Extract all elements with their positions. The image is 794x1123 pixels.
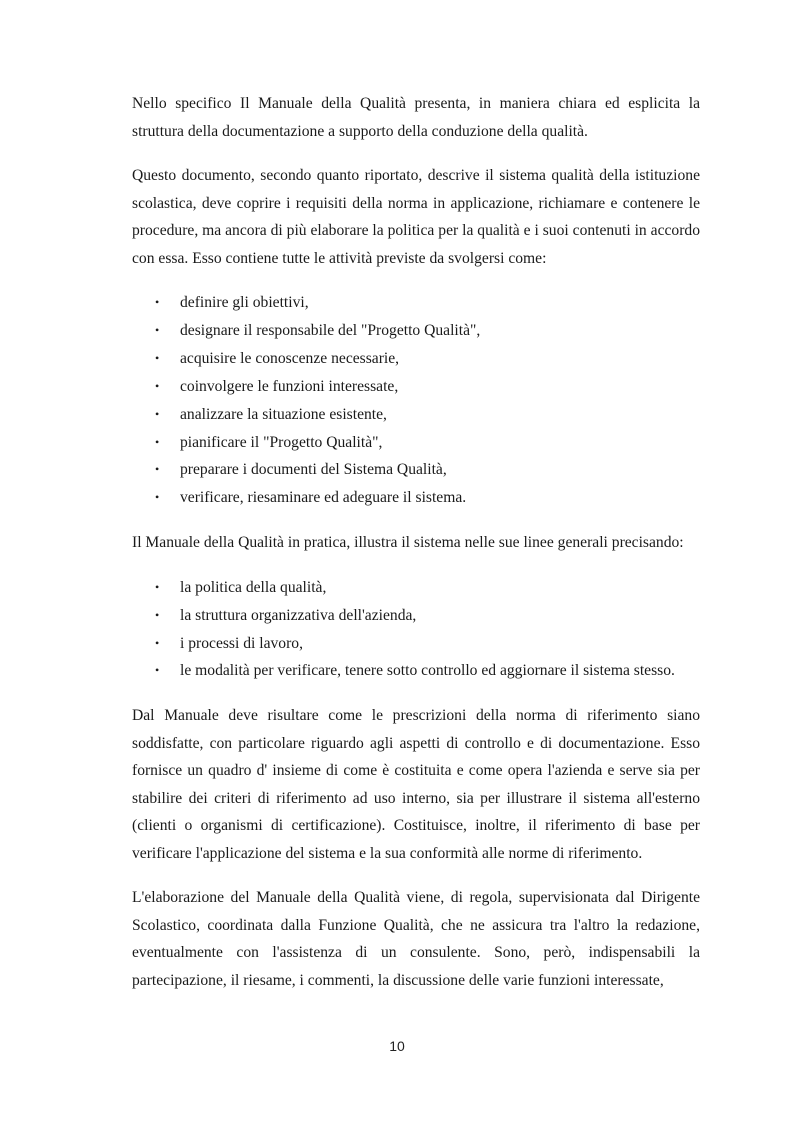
manual-contents-list (132, 574, 700, 686)
paragraph-elaboration: L'elaborazione del Manuale della Qualità viene, di regola, supervisionata dal Dirigente Scolastico, coordinata dalla Funzione Qualità, che ne assicura tra l'altro la redazione, eventualmente con l'assistenza di un consulente. Sono, però, indispensabili la partecipazione, il riesame, i commenti, la discussione delle varie funzioni interessate, (132, 889, 700, 989)
list-item: • le modalità per verificare, tenere sotto controllo ed aggiornare il sistema stesso. (132, 657, 700, 685)
page-number: 10 (389, 1038, 405, 1054)
bullet-icon: • (155, 295, 160, 309)
list-item: • preparare i documenti del Sistema Qualità, (132, 456, 700, 484)
bullet-icon: • (155, 663, 160, 678)
list-item: • i processi di lavoro, (132, 630, 700, 658)
bullet-icon: • (155, 406, 160, 421)
bullet-icon: • (155, 579, 160, 594)
bullet-icon: • (155, 378, 160, 393)
bullet-icon: • (155, 607, 160, 622)
paragraph-requirements: Dal Manuale deve risultare come le prescrizioni della norma di riferimento siano soddisfatte, con particolare riguardo agli aspetti di controllo e di documentazione. Esso fornisce un quadro d' insieme di come è costituita e come opera l'azienda e serve sia per stabilire dei criteri di riferimento ad uso interno, sia per illustrare il sistema all'esterno (clienti o organismi di certificazione). Costituisce, inoltre, il riferimento di base per verificare l'applicazione del sistema e la sua conformità alle norme di riferimento. (132, 707, 700, 862)
list-item: • analizzare la situazione esistente, (132, 401, 700, 429)
list-item: • verificare, riesaminare ed adeguare il sistema. (132, 484, 700, 512)
paragraph-manual-overview: Il Manuale della Qualità in pratica, illustra il sistema nelle sue linee generali precisando: (132, 534, 684, 552)
list-item: • la politica della qualità, (132, 574, 700, 602)
list-item: • definire gli obiettivi, (132, 289, 700, 317)
paragraph-intro: Nello specifico Il Manuale della Qualità presenta, in maniera chiara ed esplicita la struttura della documentazione a supporto della conduzione della qualità. (132, 95, 700, 140)
list-item: • acquisire le conoscenze necessarie, (132, 345, 700, 373)
list-item: • la struttura organizzativa dell'azienda, (132, 602, 700, 630)
bullet-icon: • (155, 635, 160, 650)
bullet-icon: • (155, 322, 160, 337)
list-item: • pianificare il "Progetto Qualità", (132, 429, 700, 457)
activities-list (132, 289, 700, 512)
document-page (132, 90, 700, 1011)
bullet-icon: • (155, 434, 160, 449)
bullet-icon: • (155, 490, 160, 505)
bullet-icon: • (155, 462, 160, 477)
paragraph-document-description: Questo documento, secondo quanto riportato, descrive il sistema qualità della istituzione scolastica, deve coprire i requisiti della norma in applicazione, richiamare e contenere le procedure, ma ancora di più elaborare la politica per la qualità e i suoi contenuti in accordo con essa. Esso contiene tutte le attività previste da svolgersi come: (132, 167, 700, 267)
list-item: • coinvolgere le funzioni interessate, (132, 373, 700, 401)
list-item: • designare il responsabile del "Progetto Qualità", (132, 317, 700, 345)
bullet-icon: • (155, 350, 160, 365)
